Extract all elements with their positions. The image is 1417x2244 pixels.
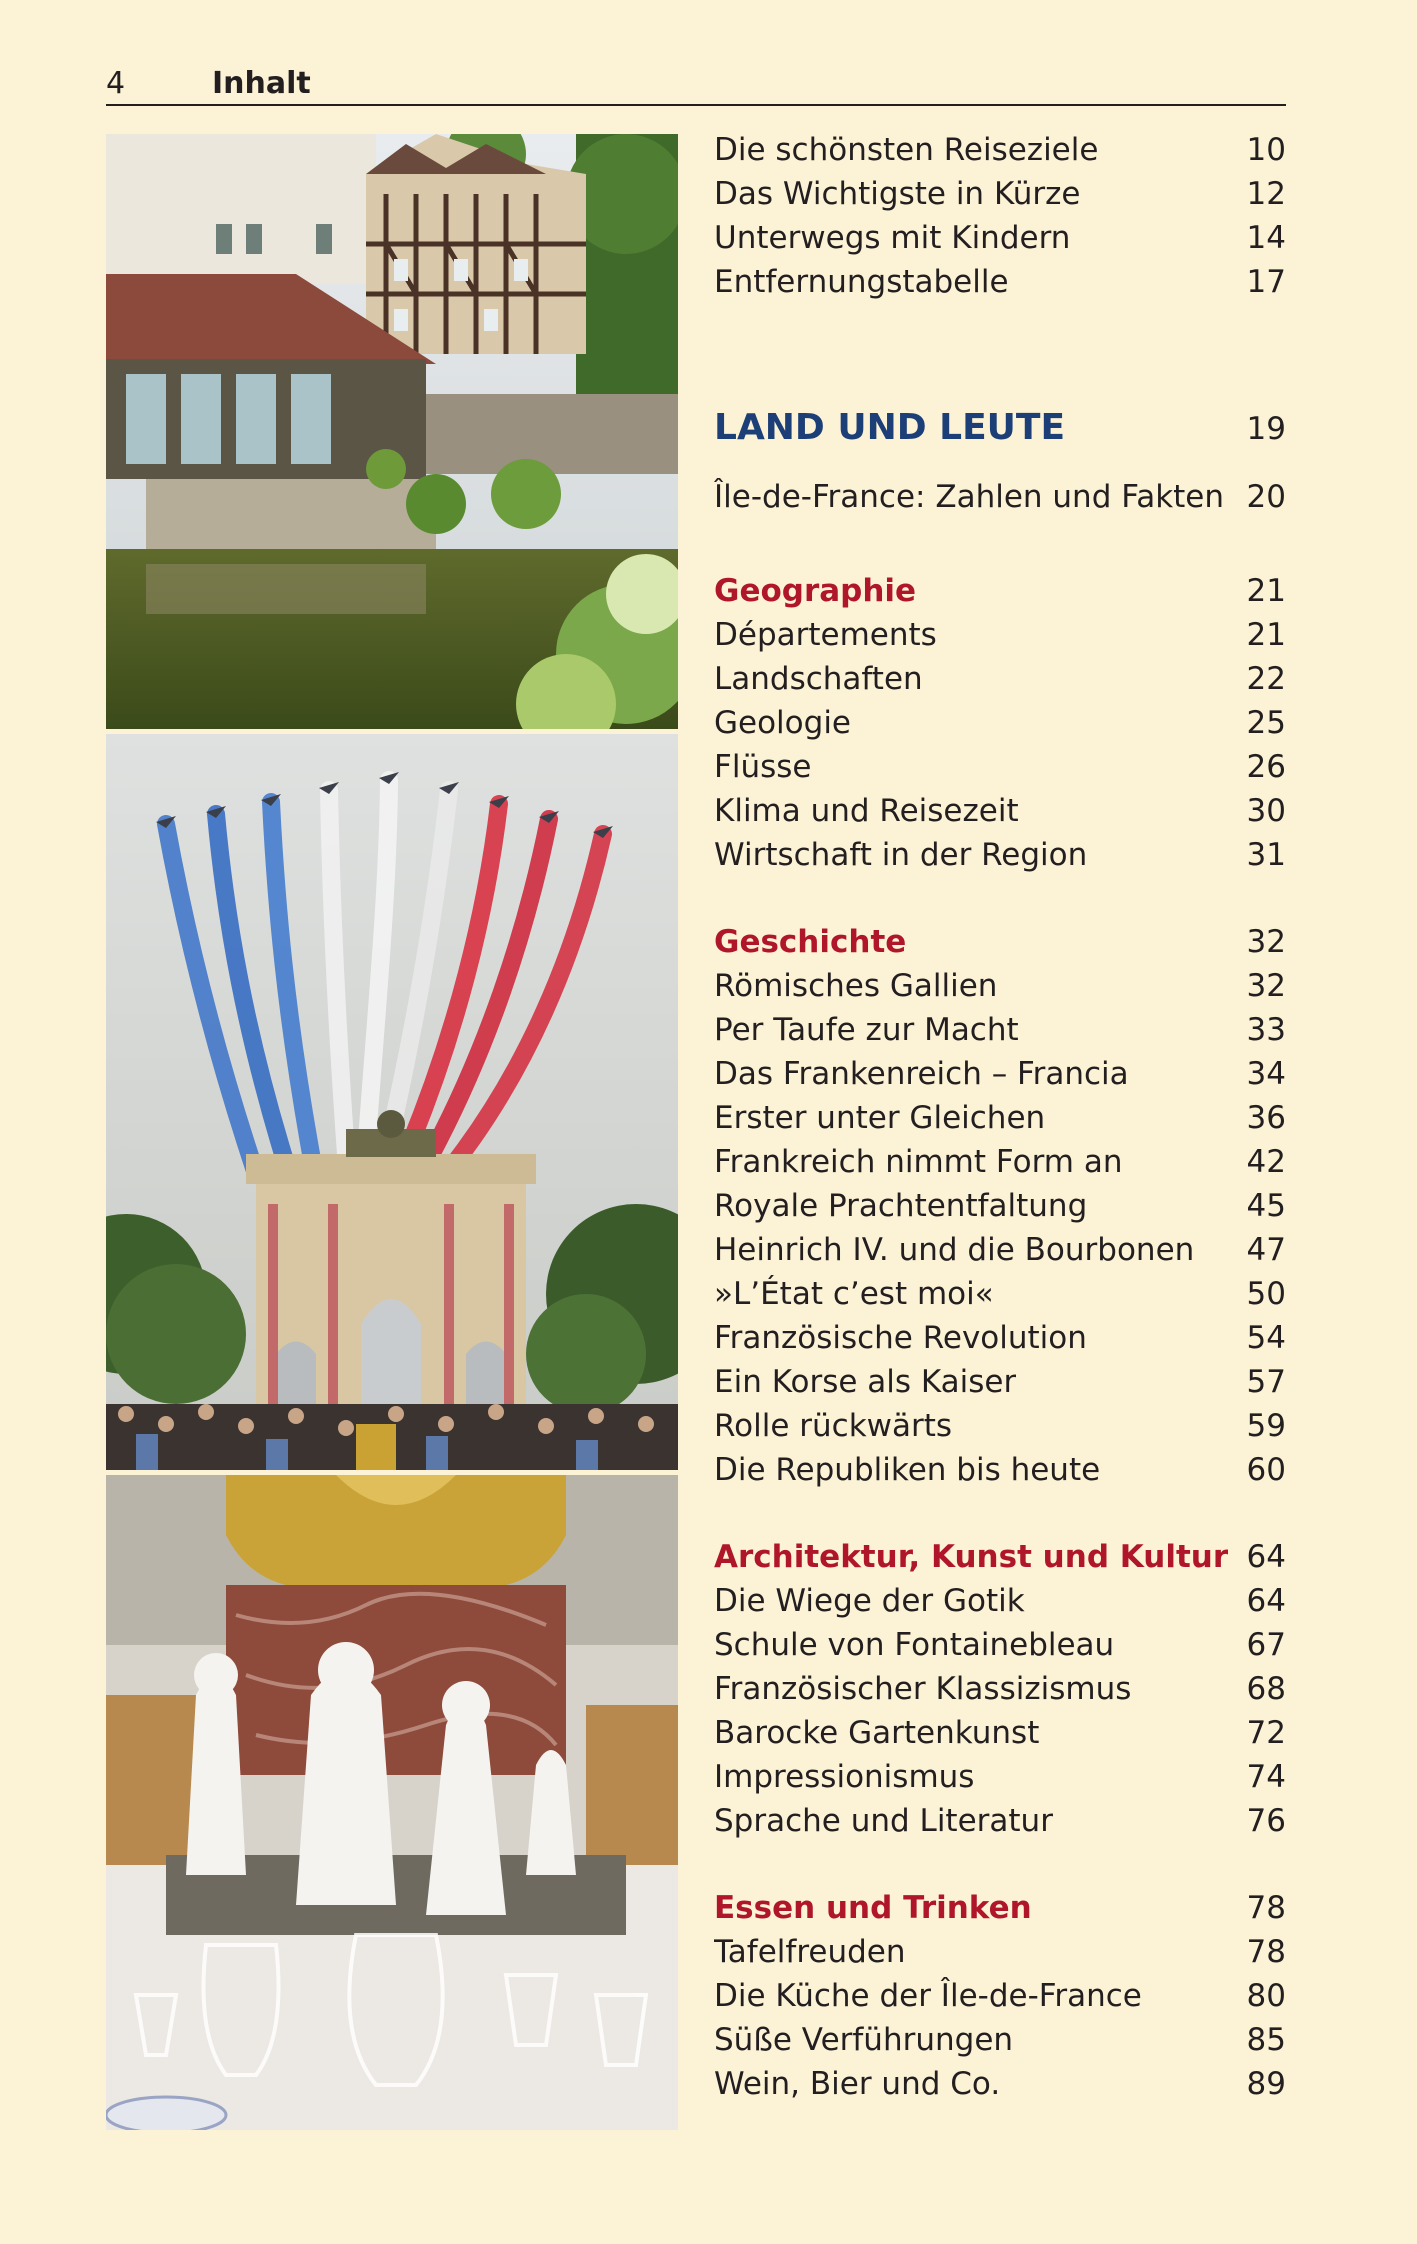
toc-entry[interactable]: Römisches Gallien 32 bbox=[714, 968, 1286, 1004]
toc-entry[interactable]: »L’État c’est moi« 50 bbox=[714, 1276, 1286, 1312]
toc-entry[interactable]: Das Wichtigste in Kürze 12 bbox=[714, 176, 1286, 212]
section-heading[interactable]: Architektur, Kunst und Kultur 64 bbox=[714, 1539, 1286, 1575]
toc-entry[interactable]: Rolle rückwärts 59 bbox=[714, 1408, 1286, 1444]
toc-entry[interactable]: Tafelfreuden 78 bbox=[714, 1934, 1286, 1970]
intro-list bbox=[714, 128, 1286, 304]
toc-entry[interactable]: Départements 21 bbox=[714, 617, 1286, 653]
toc-entry[interactable]: Entfernungstabelle 17 bbox=[714, 264, 1286, 300]
toc-entry[interactable]: Barocke Gartenkunst 72 bbox=[714, 1715, 1286, 1751]
toc-entry-facts[interactable]: Île-de-France: Zahlen und Fakten 20 bbox=[714, 479, 1286, 515]
toc-entry[interactable]: Die Republiken bis heute 60 bbox=[714, 1452, 1286, 1488]
toc-entry[interactable]: Landschaften 22 bbox=[714, 661, 1286, 697]
toc-entry[interactable]: Die Küche der Île-de-France 80 bbox=[714, 1978, 1286, 2014]
toc-entry[interactable]: Das Frankenreich – Francia 34 bbox=[714, 1056, 1286, 1092]
toc-entry[interactable]: Unterwegs mit Kindern 14 bbox=[714, 220, 1286, 256]
table-of-contents bbox=[714, 128, 1286, 2106]
toc-entry[interactable]: Die schönsten Reiseziele 10 bbox=[714, 132, 1286, 168]
toc-entry[interactable]: Frankreich nimmt Form an 42 bbox=[714, 1144, 1286, 1180]
section-heading[interactable]: Geographie 21 bbox=[714, 573, 1286, 609]
toc-entry[interactable]: Heinrich IV. und die Bourbonen 47 bbox=[714, 1232, 1286, 1268]
toc-entry[interactable]: Französischer Klassizismus 68 bbox=[714, 1671, 1286, 1707]
porcelain-table-setting-photo bbox=[106, 1475, 678, 2130]
toc-entry[interactable]: Erster unter Gleichen 36 bbox=[714, 1100, 1286, 1136]
section-heading[interactable]: Essen und Trinken 78 bbox=[714, 1890, 1286, 1926]
toc-entry[interactable]: Per Taufe zur Macht 33 bbox=[714, 1012, 1286, 1048]
page-number: 4 bbox=[106, 66, 126, 101]
page-header bbox=[106, 62, 1286, 106]
half-timbered-houses-river-photo bbox=[106, 134, 678, 729]
toc-entry[interactable]: Wein, Bier und Co. 89 bbox=[714, 2066, 1286, 2102]
toc-entry[interactable]: Wirtschaft in der Region 31 bbox=[714, 837, 1286, 873]
section-heading[interactable]: Geschichte 32 bbox=[714, 924, 1286, 960]
toc-entry[interactable]: Ein Korse als Kaiser 57 bbox=[714, 1364, 1286, 1400]
toc-entry[interactable]: Die Wiege der Gotik 64 bbox=[714, 1583, 1286, 1619]
section-title: Inhalt bbox=[212, 66, 311, 101]
toc-entry[interactable]: Klima und Reisezeit 30 bbox=[714, 793, 1286, 829]
toc-entry[interactable]: Flüsse 26 bbox=[714, 749, 1286, 785]
toc-entry[interactable]: Geologie 25 bbox=[714, 705, 1286, 741]
toc-entry[interactable]: Impressionismus 74 bbox=[714, 1759, 1286, 1795]
patrouille-de-france-arc-de-triomphe-photo bbox=[106, 734, 678, 1470]
toc-entry[interactable]: Royale Prachtentfaltung 45 bbox=[714, 1188, 1286, 1224]
toc-entry[interactable]: Sprache und Literatur 76 bbox=[714, 1803, 1286, 1839]
chapter-heading[interactable]: LAND UND LEUTE 19 bbox=[714, 407, 1286, 448]
toc-entry[interactable]: Französische Revolution 54 bbox=[714, 1320, 1286, 1356]
toc-entry[interactable]: Schule von Fontainebleau 67 bbox=[714, 1627, 1286, 1663]
toc-entry[interactable]: Süße Verführungen 85 bbox=[714, 2022, 1286, 2058]
